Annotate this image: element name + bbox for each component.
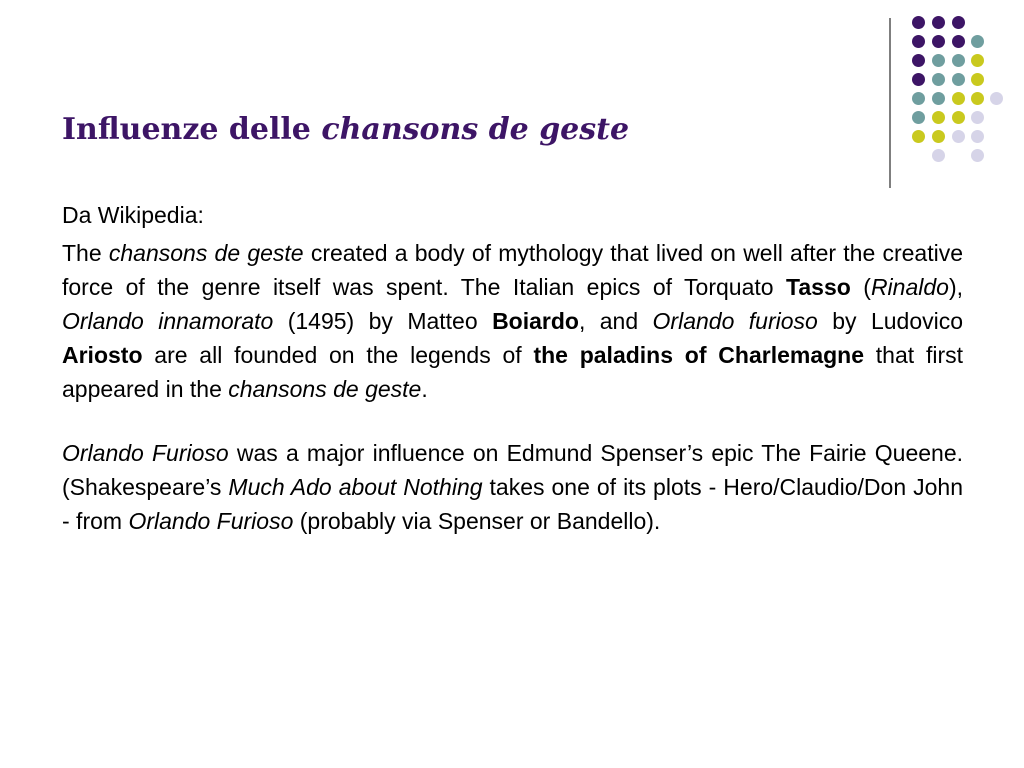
text-run: Much Ado about Nothing xyxy=(228,474,483,500)
dot xyxy=(932,54,945,67)
text-run: created a body of mythology that lived on well after the creative force of the genre itself was spent. The Italian epics of Torquato xyxy=(62,240,963,300)
dot xyxy=(912,54,925,67)
text-run: Tasso xyxy=(786,274,851,300)
text-run: Orlando furioso xyxy=(652,308,818,334)
dot xyxy=(971,92,984,105)
text-run: Rinaldo xyxy=(870,274,949,300)
text-run: . xyxy=(421,376,428,402)
text-run: (probably via Spenser or Bandello). xyxy=(293,508,661,534)
text-run: chansons de geste xyxy=(228,376,422,402)
dot xyxy=(912,16,925,29)
dot xyxy=(971,35,984,48)
paragraph-chansons xyxy=(62,236,963,406)
dot xyxy=(932,16,945,29)
dot xyxy=(971,54,984,67)
text-run: takes one of its plots - Hero/Claudio/Don John - from xyxy=(62,474,963,534)
dot xyxy=(912,130,925,143)
divider-line xyxy=(889,18,891,188)
source-line: Da Wikipedia: xyxy=(62,202,204,228)
text-run: was a major influence on Edmund Spenser’s epic The Fairie Queene. (Shakespeare’s xyxy=(62,440,963,500)
dot xyxy=(952,73,965,86)
text-run: by Ludovico xyxy=(817,308,964,334)
dot xyxy=(932,130,945,143)
dot xyxy=(971,130,984,143)
dot xyxy=(932,73,945,86)
dot xyxy=(912,111,925,124)
text-run: are all founded on the legends of xyxy=(142,342,534,368)
dot xyxy=(952,16,965,29)
dot xyxy=(932,35,945,48)
slide-body xyxy=(62,198,963,538)
dot xyxy=(952,54,965,67)
dot xyxy=(952,111,965,124)
text-run: , and xyxy=(578,308,653,334)
dot xyxy=(971,111,984,124)
slide-title xyxy=(62,108,629,152)
text-run: chansons de geste xyxy=(108,240,304,266)
dot xyxy=(952,130,965,143)
dot xyxy=(952,92,965,105)
text-run: Orlando Furioso xyxy=(62,440,229,466)
dot xyxy=(932,92,945,105)
dot xyxy=(971,149,984,162)
text-run: The xyxy=(62,240,109,266)
text-run: Orlando Furioso xyxy=(128,508,294,534)
dot xyxy=(932,111,945,124)
dot xyxy=(912,92,925,105)
dot xyxy=(912,35,925,48)
text-run: (1495) by Matteo xyxy=(273,308,493,334)
text-run: ( xyxy=(850,274,871,300)
title-normal: Influenze delle xyxy=(62,112,322,147)
dot xyxy=(912,73,925,86)
text-run: that first appeared in the xyxy=(62,342,963,402)
dot xyxy=(952,35,965,48)
text-run: Ariosto xyxy=(62,342,143,368)
title-italic: chansons de geste xyxy=(321,112,630,147)
text-run: Orlando innamorato xyxy=(62,308,274,334)
text-run: the paladins of Charlemagne xyxy=(533,342,865,368)
dot-grid-icon xyxy=(0,0,1024,200)
dot xyxy=(971,73,984,86)
text-run: ), xyxy=(948,274,963,300)
paragraph-orlando xyxy=(62,436,963,538)
dot xyxy=(932,149,945,162)
text-run: Boiardo xyxy=(492,308,579,334)
dot xyxy=(990,92,1003,105)
